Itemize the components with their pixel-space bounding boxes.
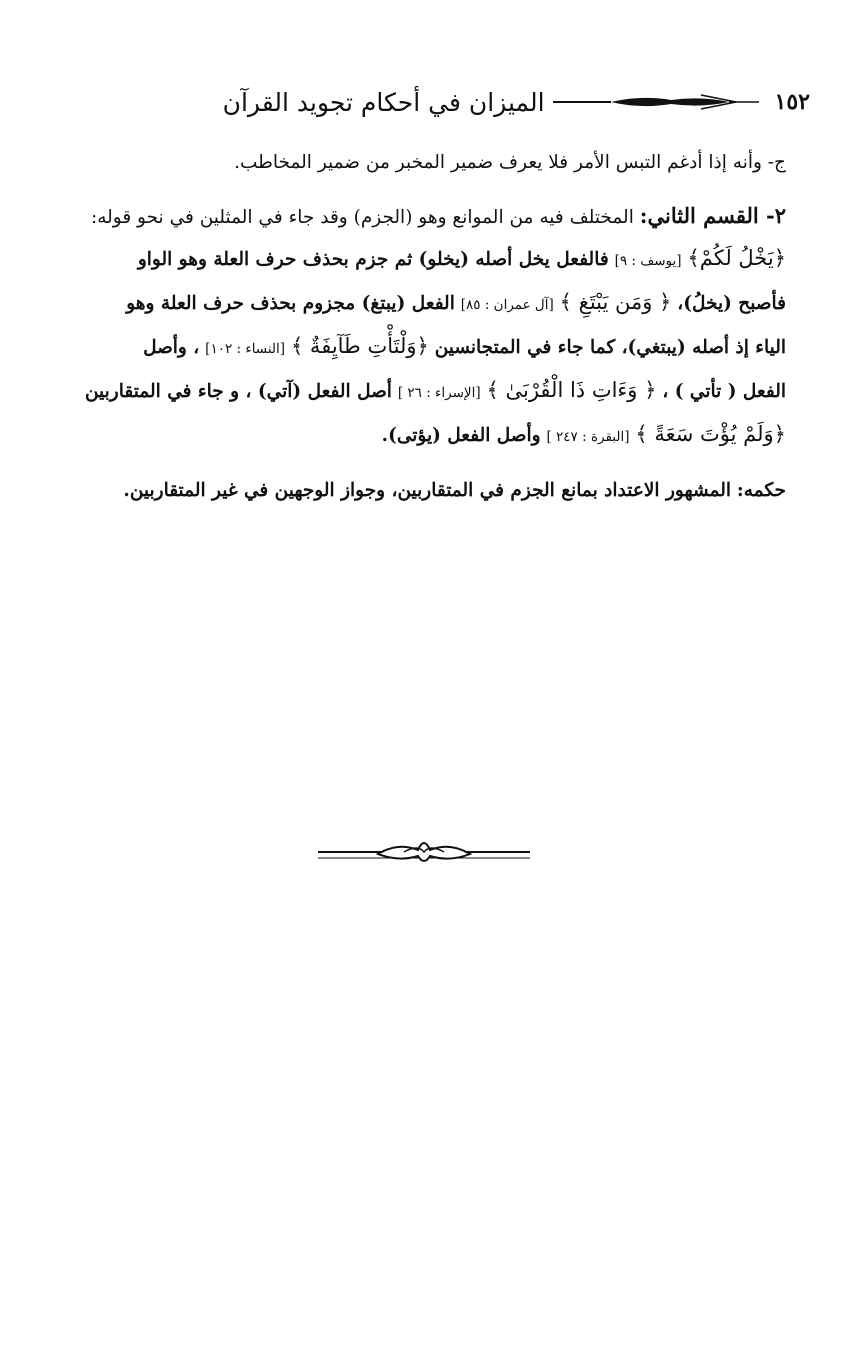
text-line	[48, 142, 786, 183]
verse-reference: [يوسف : ٩]	[614, 253, 682, 269]
line-text: أصل الفعل (آتي) ، و جاء في المتقاربين	[84, 381, 392, 402]
text-line	[48, 414, 786, 458]
quran-verse: ﴿ وَءَاتِ ذَا الْقُرْبَىٰ ﴾	[486, 378, 657, 402]
running-header	[110, 82, 810, 122]
quran-verse: ﴿وَلَمْ يُؤْتَ سَعَةً ﴾	[635, 422, 786, 446]
line-text: فأصبح (يخلُ)،	[677, 293, 786, 314]
line-text: المختلف فيه من الموانع وهو (الجزم) وقد جاء في المثلين في نحو قوله:	[90, 207, 634, 228]
quran-verse: ﴿وَلْتَأْتِ طَآيِفَةٌ ﴾	[290, 334, 429, 358]
header-ornament-icon	[551, 92, 761, 112]
quran-verse: ﴿ وَمَن يَبْتَغِ ﴾	[559, 290, 672, 314]
book-title: الميزان في أحكام تجويد القرآن	[222, 87, 545, 117]
line-text: ، وأصل	[143, 337, 200, 358]
section-divider-ornament-icon	[318, 832, 530, 872]
text-line	[48, 470, 786, 511]
verse-reference: [النساء : ١٠٢]	[205, 341, 286, 357]
ruling-heading: حكمه:	[736, 480, 786, 501]
line-text: المشهور الاعتداد بمانع الجزم في المتقاربين، وجواز الوجهين في غير المتقاربين.	[123, 480, 731, 501]
text-line	[48, 238, 786, 282]
line-text: وأصل الفعل (يؤتى).	[381, 425, 541, 446]
line-text: الياء إذ أصله (يبتغي)، كما جاء في المتجانسين	[434, 337, 786, 358]
line-text: الفعل ( تأتي ) ،	[662, 381, 786, 402]
text-line	[48, 195, 786, 238]
text-line	[48, 326, 786, 370]
verse-reference: [آل عمران : ٨٥]	[460, 297, 554, 313]
section-heading: ٢- القسم الثاني:	[639, 203, 786, 228]
page-body	[48, 142, 786, 511]
line-text: فالفعل يخل أصله (يخلو) ثم جزم بحذف حرف العلة وهو الواو	[137, 249, 609, 270]
quran-verse: ﴿يَخْلُ لَكُمْ﴾	[687, 246, 786, 270]
text-line	[48, 370, 786, 414]
line-text: ج- وأنه إذا أدغم التبس الأمر فلا يعرف ضمير المخبر من ضمير المخاطب.	[234, 152, 786, 173]
verse-reference: [الإسراء : ٢٦ ]	[397, 385, 481, 401]
line-text: الفعل (يبتغ) مجزوم بحذف حرف العلة وهو	[126, 293, 455, 314]
verse-reference: [البقرة : ٢٤٧ ]	[546, 429, 630, 445]
page-number: ١٥٢	[774, 89, 810, 115]
text-line	[48, 282, 786, 326]
